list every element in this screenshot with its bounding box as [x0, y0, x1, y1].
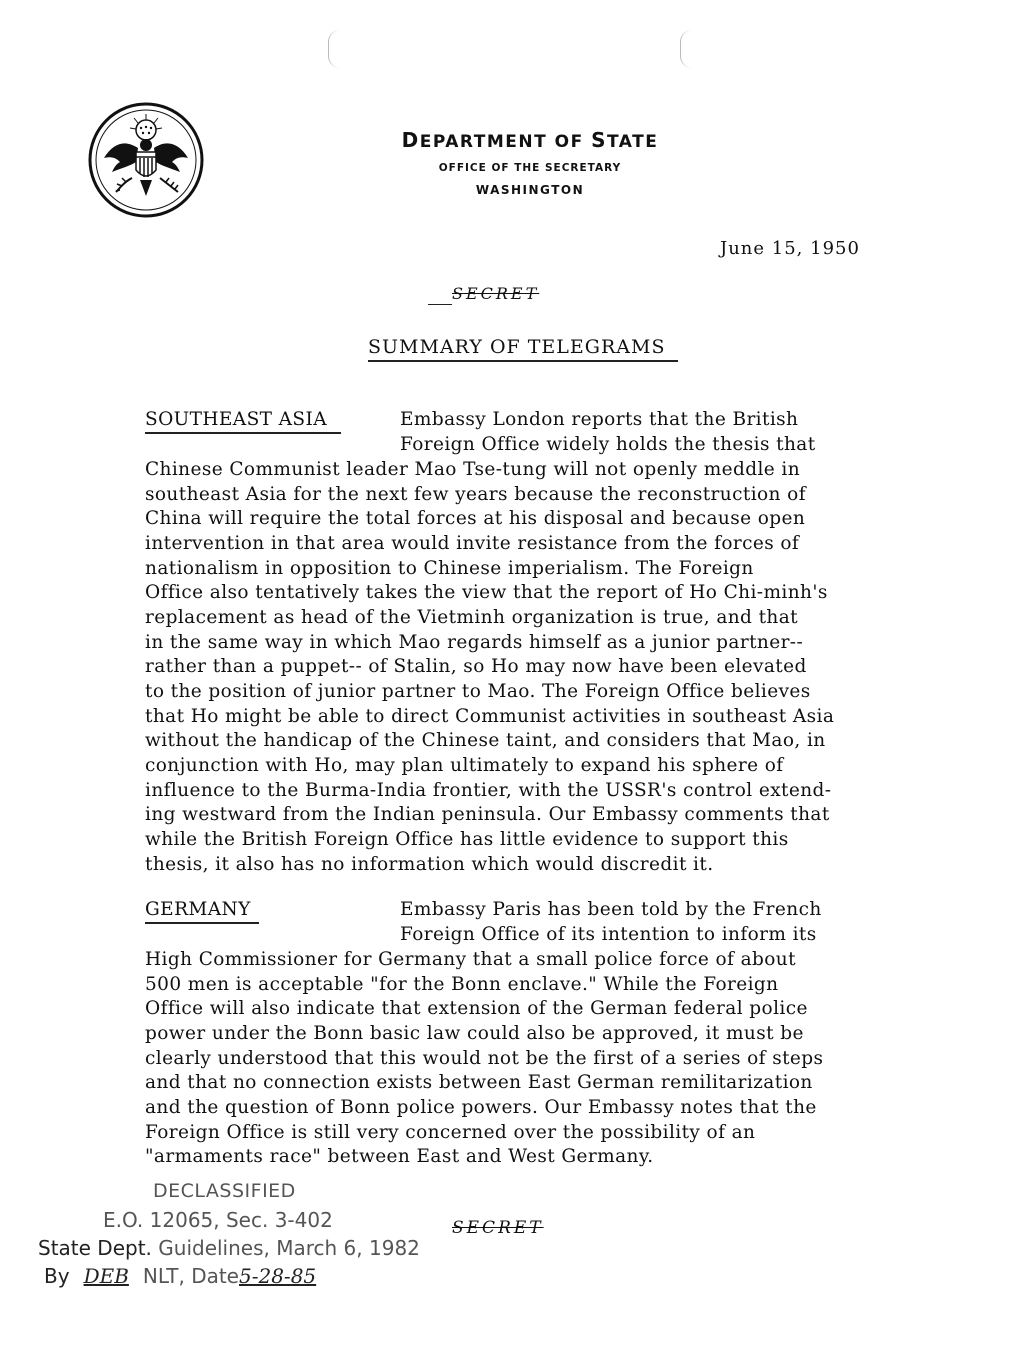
department-name: DEPARTMENT OF STATE: [401, 128, 659, 152]
document-date: June 15, 1950: [720, 238, 860, 259]
paragraph-line: that Ho might be able to direct Communist activities in southeast Asia: [145, 705, 835, 727]
paragraph-line: intervention in that area would invite resistance from the forces of: [145, 533, 800, 554]
guidelines-line: State Dept. Guidelines, March 6, 1982: [38, 1236, 420, 1260]
paragraph-line: Office also tentatively takes the view that the report of Ho Chi-minh's: [145, 582, 828, 603]
scan-mark: [680, 30, 695, 68]
paragraph-line: clearly understood that this would not be the first of a series of steps: [145, 1047, 824, 1069]
paragraph-line: power under the Bonn basic law could also be approved, it must be: [145, 1023, 804, 1044]
paragraph-line: and that no connection exists between East German remilitarization: [145, 1072, 813, 1093]
paragraph-line: without the handicap of the Chinese taint, and considers that Mao, in: [145, 730, 826, 751]
paragraph-line: Foreign Office widely holds the thesis that: [400, 434, 816, 455]
office-name: OFFICE OF THE SECRETARY: [438, 162, 622, 174]
paragraph-line: Embassy London reports that the British: [400, 409, 799, 430]
document-title: SUMMARY OF TELEGRAMS: [368, 336, 666, 358]
section-heading: GERMANY: [145, 899, 251, 920]
paragraph-line: while the British Foreign Office has little evidence to support this: [145, 829, 789, 850]
declassified-label: DECLASSIFIED: [153, 1180, 296, 1202]
paragraph-line: in the same way in which Mao regards himself as a junior partner--: [145, 631, 804, 653]
paragraph-line: conjunction with Ho, may plan ultimately to expand his sphere of: [145, 755, 784, 776]
paragraph-line: Foreign Office of its intention to inform its: [400, 924, 817, 945]
city-name: WASHINGTON: [475, 183, 585, 197]
paragraph-line: Office will also indicate that extension of the German federal police: [145, 998, 808, 1019]
letterhead: [360, 128, 700, 197]
paragraph-line: influence to the Burma-India frontier, with the USSR's control extend-: [145, 779, 832, 801]
paragraph-line: High Commissioner for Germany that a small police force of about: [145, 949, 796, 970]
paragraph-line: to the position of junior partner to Mao. The Foreign Office believes: [145, 681, 811, 702]
title-underline: [368, 360, 678, 362]
heading-underline: [145, 432, 341, 434]
paragraph-line: Foreign Office is still very concerned over the possibility of an: [145, 1121, 756, 1143]
paragraph-line: rather than a puppet-- of Stalin, so Ho may now have been elevated: [145, 656, 807, 677]
classification-underline: [428, 304, 452, 305]
heading-underline: [145, 922, 259, 924]
paragraph-line: Embassy Paris has been told by the French: [400, 899, 822, 920]
paragraph-line: Chinese Communist leader Mao Tse-tung will not openly meddle in: [145, 459, 801, 480]
paragraph-line: southeast Asia for the next few years because the reconstruction of: [145, 483, 806, 505]
paragraph-line: and the question of Bonn police powers. Our Embassy notes that the: [145, 1097, 817, 1118]
scan-mark: [328, 30, 343, 68]
paragraph-line: nationalism in opposition to Chinese imperialism. The Foreign: [145, 557, 754, 579]
authorization-line: By DEB NLT, Date5-28-85: [44, 1264, 317, 1288]
classification-stamp-bottom: SECRET: [452, 1218, 544, 1238]
paragraph-line: thesis, it also has no information which would discredit it.: [145, 853, 714, 875]
great-seal-icon: [86, 100, 206, 220]
section-heading: SOUTHEAST ASIA: [145, 409, 327, 430]
paragraph-line: "armaments race" between East and West Germany.: [145, 1146, 654, 1167]
paragraph-line: China will require the total forces at his disposal and because open: [145, 508, 806, 529]
executive-order-line: E.O. 12065, Sec. 3-402: [103, 1208, 333, 1232]
paragraph-line: ing westward from the Indian peninsula. Our Embassy comments that: [145, 804, 830, 825]
classification-stamp-top: SECRET: [452, 284, 540, 303]
paragraph-line: 500 men is acceptable "for the Bonn enclave." While the Foreign: [145, 973, 779, 995]
paragraph-line: replacement as head of the Vietminh organization is true, and that: [145, 607, 798, 628]
